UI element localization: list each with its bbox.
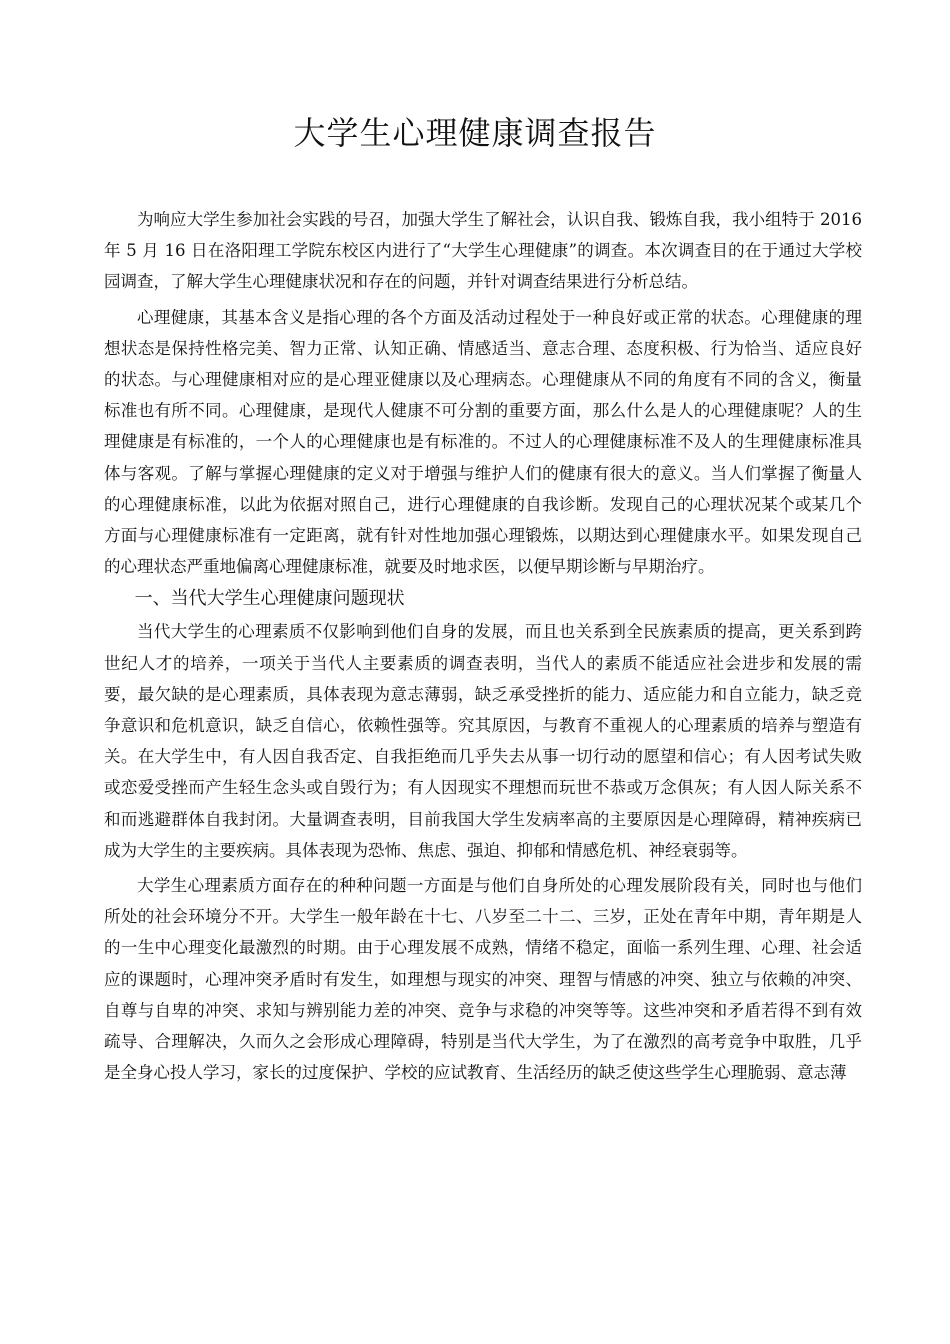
paragraph-intro: 为响应大学生参加社会实践的号召，加强大学生了解社会，认识自我、锻炼自我，我小组特于 2016 年 5 月 16 日在洛阳理工学院东校区内进行了“大学生心理健康”的调查。本次调查目的在于通过大学校园调查，了解大学生心理健康状况和存在的问题，并针对调查结果进行分析总结。: [104, 210, 862, 292]
section-heading: 一、当代大学生心理健康问题现状: [134, 588, 405, 610]
paragraph-causes: 大学生心理素质方面存在的种种问题一方面是与他们自身所处的心理发展阶段有关，同时也与他们所处的社会环境分不开。大学生一般年龄在十七、八岁至二十二、三岁，正处在青年中期，青年期是人的一生中心理变化最激烈的时期。由于心理发展不成熟，情绪不稳定，面临一系列生理、心理、社会适应的课题时，心理冲突矛盾时有发生，如理想与现实的冲突、理智与情感的冲突、独立与依赖的冲突、自尊与自卑的冲突、求知与辨别能力差的冲突、竞争与求稳的冲突等等。这些冲突和矛盾若得不到有效疏导、合理解决，久而久之会形成心理障碍，特别是当代大学生，为了在激烈的高考竞争中取胜，几乎是全身心投人学习，家长的过度保护、学校的应试教育、生活经历的缺乏使这些学生心理脆弱、意志薄: [104, 876, 862, 1083]
paragraph-status: 当代大学生的心理素质不仅影响到他们自身的发展，而且也关系到全民族素质的提高，更关系到跨世纪人才的培养，一项关于当代人主要素质的调查表明，当代人的素质不能适应社会进步和发展的需要，最欠缺的是心理素质，具体表现为意志薄弱，缺乏承受挫折的能力、适应能力和自立能力，缺乏竞争意识和危机意识，缺乏自信心，依赖性强等。究其原因，与教育不重视人的心理素质的培养与塑造有关。在大学生中，有人因自我否定、自我拒绝而几乎失去从事一切行动的愿望和信心；有人因考试失败或恋爱受挫而产生轻生念头或自毁行为；有人因现实不理想而玩世不恭或万念俱灰；有人因人际关系不和而逃避群体自我封闭。大量调查表明，目前我国大学生发病率高的主要原因是心理障碍，精神疾病已成为大学生的主要疾病。具体表现为恐怖、焦虑、强迫、抑郁和情感危机、神经衰弱等。: [104, 622, 862, 860]
document-body: [104, 204, 862, 1088]
document-title: 大学生心理健康调查报告: [293, 114, 657, 152]
paragraph-definition: 心理健康，其基本含义是指心理的各个方面及活动过程处于一种良好或正常的状态。心理健康的理想状态是保持性格完美、智力正常、认知正确、情感适当、意志合理、态度积极、行为恰当、适应良好的状态。与心理健康相对应的是心理亚健康以及心理病态。心理健康从不同的角度有不同的含义，衡量标准也有所不同。心理健康，是现代人健康不可分割的重要方面，那么什么是人的心理健康呢？人的生理健康是有标准的，一个人的心理健康也是有标准的。不过人的心理健康标准不及人的生理健康标准具体与客观。了解与掌握心理健康的定义对于增强与维护人们的健康有很大的意义。当人们掌握了衡量人的心理健康标准，以此为依据对照自己，进行心理健康的自我诊断。发现自己的心理状况某个或某几个方面与心理健康标准有一定距离，就有针对性地加强心理锻炼，以期达到心理健康水平。如果发现自己的心理状态严重地偏离心理健康标准，就要及时地求医，以便早期诊断与早期治疗。: [104, 307, 862, 577]
